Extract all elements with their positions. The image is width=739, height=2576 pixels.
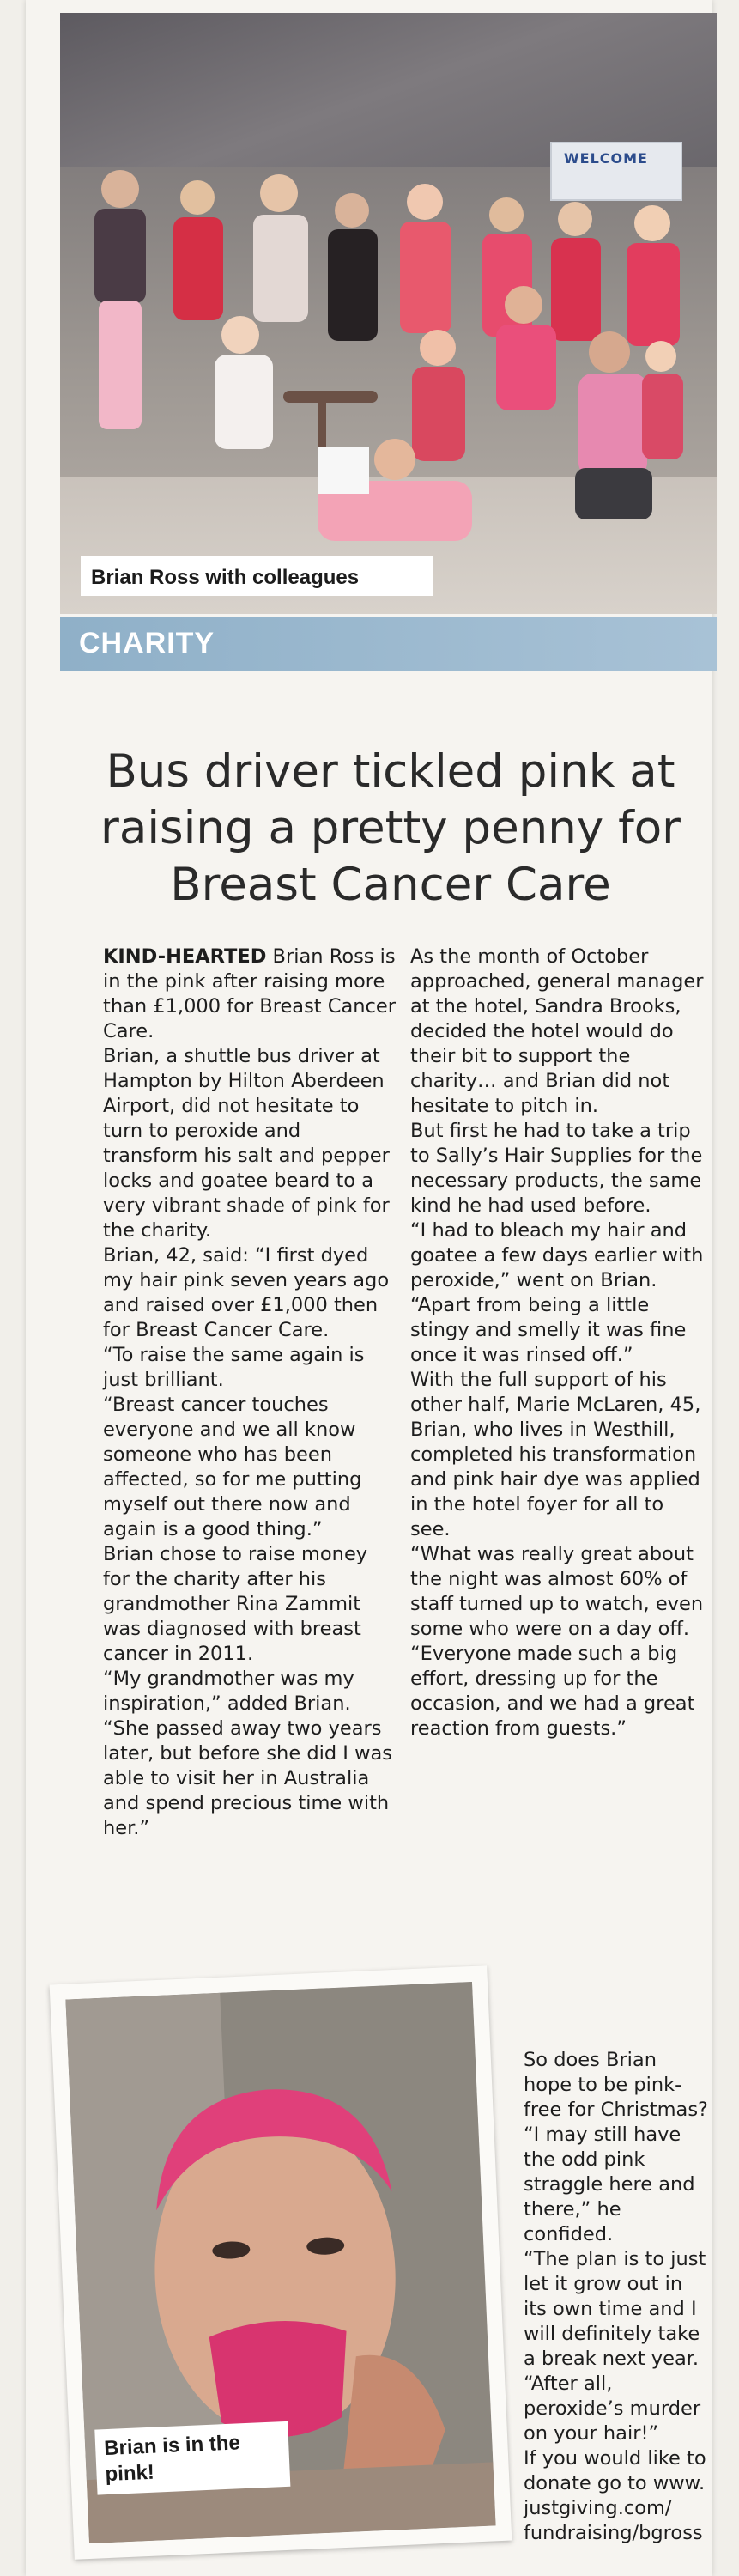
paragraph: “She passed away two years later, but before she did I was able to visit her in Australia and spend precious time with her.” <box>103 1717 392 1839</box>
group-photo <box>60 13 717 614</box>
newspaper-page <box>26 0 712 2576</box>
paragraph: “To raise the same again is just brilliant. <box>103 1344 365 1391</box>
paragraph: “After all, peroxide’s murder on your hair!” <box>524 2372 701 2445</box>
paragraph: But first he had to take a trip to Sally’s Hair Supplies for the necessary products, the same kind he had used before. <box>410 1120 703 1217</box>
paragraph: “I had to bleach my hair and goatee a few days earlier with peroxide,” went on Brian. <box>410 1219 704 1291</box>
portrait-photo <box>50 1965 512 2560</box>
right-column-continuation <box>524 2048 708 2546</box>
paragraph: Brian chose to raise money for the charity after his grandmother Rina Zammit was diagnosed with breast cancer in 2011. <box>103 1543 368 1665</box>
right-column <box>410 945 706 1741</box>
section-band <box>60 617 717 671</box>
paragraph: “Everyone made such a big effort, dressing up for the occasion, and we had a great reaction from guests.” <box>410 1643 695 1740</box>
top-photo-caption-text: Brian Ross with colleagues <box>91 566 360 589</box>
section-label: CHARITY <box>79 627 215 659</box>
group-of-people-illustration <box>60 13 717 614</box>
paragraph: With the full support of his other half, Marie McLaren, 45, Brian, who lives in Westhill, completed his transformation and pink hair dye was applied in the hotel foyer for all to see. <box>410 1369 701 1540</box>
welcome-sign-text: WELCOME <box>564 150 648 167</box>
paragraph: “The plan is to just let it grow out in its own time and I will definitely take a break next year. <box>524 2248 706 2370</box>
paragraph: Brian, 42, said: “I first dyed my hair pink seven years ago and raised over £1,000 then for Breast Cancer Care. <box>103 1244 390 1341</box>
lead-word: KIND-HEARTED <box>103 945 267 968</box>
headline: Bus driver tickled pink at raising a pretty penny for Breast Cancer Care <box>100 744 681 911</box>
paragraph: “Breast cancer touches everyone and we all know someone who has been affected, so for me putting myself out there now and again is a good thing.” <box>103 1394 362 1540</box>
paragraph: “I may still have the odd pink straggle here and there,” he confided. <box>524 2123 695 2245</box>
lead-text: Brian Ross is in the pink after raising more than £1,000 for Breast Cancer Care. <box>103 945 396 1042</box>
paragraph: “My grandmother was my inspiration,” added Brian. <box>103 1668 354 1715</box>
paragraph: So does Brian hope to be pink-free for Christmas? <box>524 2049 708 2121</box>
paragraph: As the month of October approached, general manager at the hotel, Sandra Brooks, decided the hotel would do their bit to support the charity… and Brian did not hesitate to pitch in. <box>410 945 704 1117</box>
left-column <box>103 945 399 1841</box>
paragraph: “Apart from being a little stingy and smelly it was fine once it was rinsed off.” <box>410 1294 687 1366</box>
paragraph: Brian, a shuttle bus driver at Hampton by Hilton Aberdeen Airport, did not hesitate to turn to peroxide and transform his salt and pepper locks and goatee beard to a very vibrant shade of pink for the charity. <box>103 1045 390 1242</box>
bottom-photo-caption-text: Brian is in the pink! <box>103 2431 241 2487</box>
bottom-photo-caption <box>94 2421 290 2495</box>
top-photo-caption <box>81 556 433 596</box>
paragraph: If you would like to donate go to www. justgiving.com/ fundraising/bgross <box>524 2447 706 2544</box>
lead-paragraph <box>103 945 399 1044</box>
paragraph: “What was really great about the night was almost 60% of staff turned up to watch, even some who were on a day off. <box>410 1543 704 1640</box>
